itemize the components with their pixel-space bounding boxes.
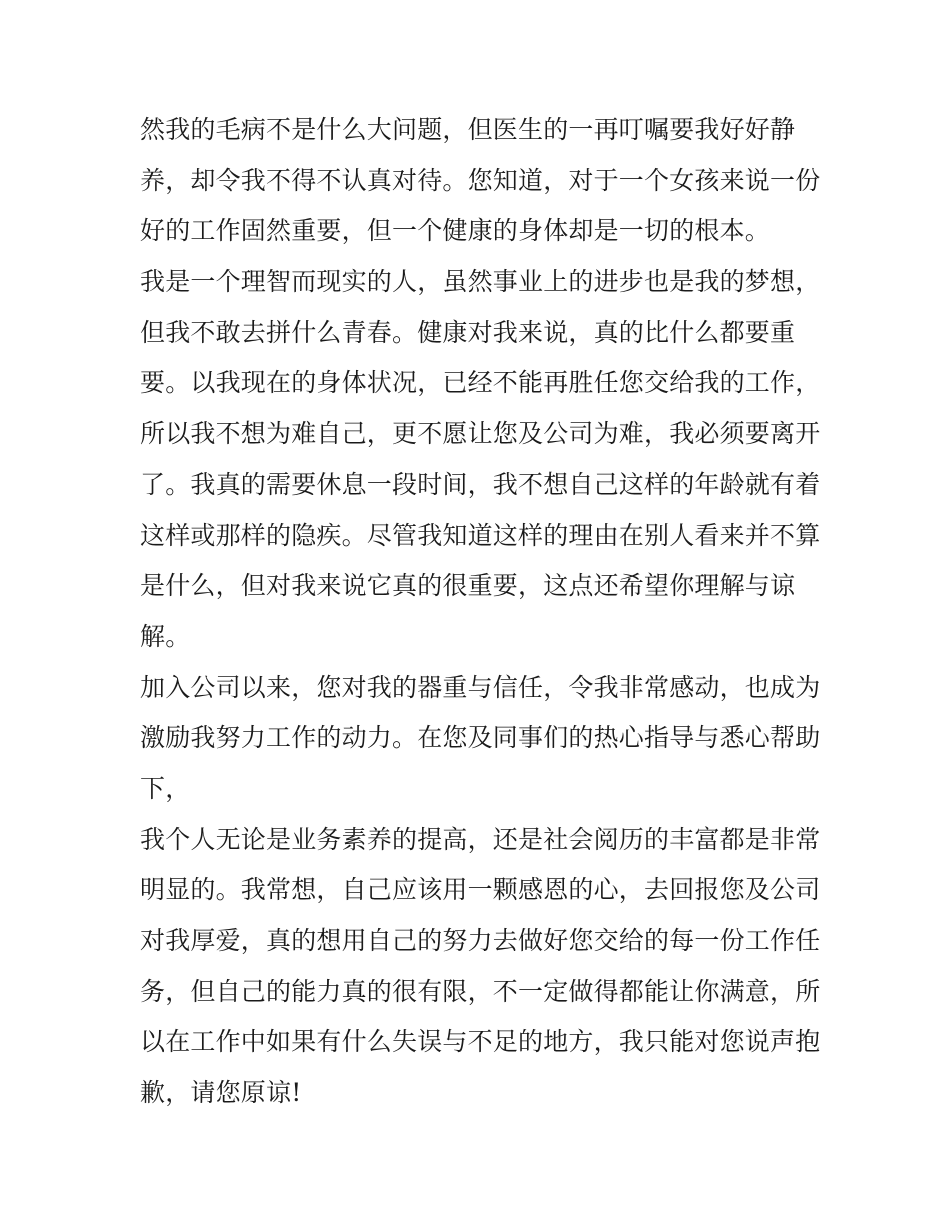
text-line: 对我厚爱，真的想用自己的努力去做好您交给的每一份工作任 <box>140 926 821 955</box>
text-line: 这样或那样的隐疾。尽管我知道这样的理由在别人看来并不算 <box>140 520 821 550</box>
text-line: 了。我真的需要休息一段时间，我不想自己这样的年龄就有着 <box>140 469 821 499</box>
text-line: 但我不敢去拼什么青春。健康对我来说，真的比什么都要重 <box>140 317 796 347</box>
text-line: 以在工作中如果有什么失误与不足的地方，我只能对您说声抱 <box>140 1027 821 1057</box>
text-line: 是什么，但对我来说它真的很重要，这点还希望你理解与谅 <box>140 571 796 601</box>
text-line: 歉，请您原谅! <box>140 1078 302 1108</box>
text-line: 要。以我现在的身体状况，已经不能再胜任您交给我的工作， <box>140 368 821 398</box>
text-line: 我个人无论是业务素养的提高，还是社会阅历的丰富都是非常 <box>140 824 821 854</box>
text-line: 我是一个理智而现实的人，虽然事业上的进步也是我的梦想， <box>140 267 821 297</box>
text-line: 加入公司以来，您对我的器重与信任，令我非常感动，也成为 <box>140 672 821 702</box>
text-line: 务，但自己的能力真的很有限，不一定做得都能让你满意，所 <box>140 976 821 1006</box>
text-line: 养，却令我不得不认真对待。您知道，对于一个女孩来说一份 <box>140 165 821 195</box>
text-line: 然我的毛病不是什么大问题，但医生的一再叮嘱要我好好静 <box>140 115 796 144</box>
text-line: 激励我努力工作的动力。在您及同事们的热心指导与悉心帮助 <box>140 723 821 753</box>
text-line: 明显的。我常想，自己应该用一颗感恩的心，去回报您及公司 <box>140 875 821 905</box>
text-line: 好的工作固然重要，但一个健康的身体却是一切的根本。 <box>140 216 771 246</box>
text-line: 下， <box>140 773 191 803</box>
text-line: 所以我不想为难自己，更不愿让您及公司为难，我必须要离开 <box>140 419 821 449</box>
document-body <box>140 105 830 1119</box>
text-line: 解。 <box>140 621 191 651</box>
